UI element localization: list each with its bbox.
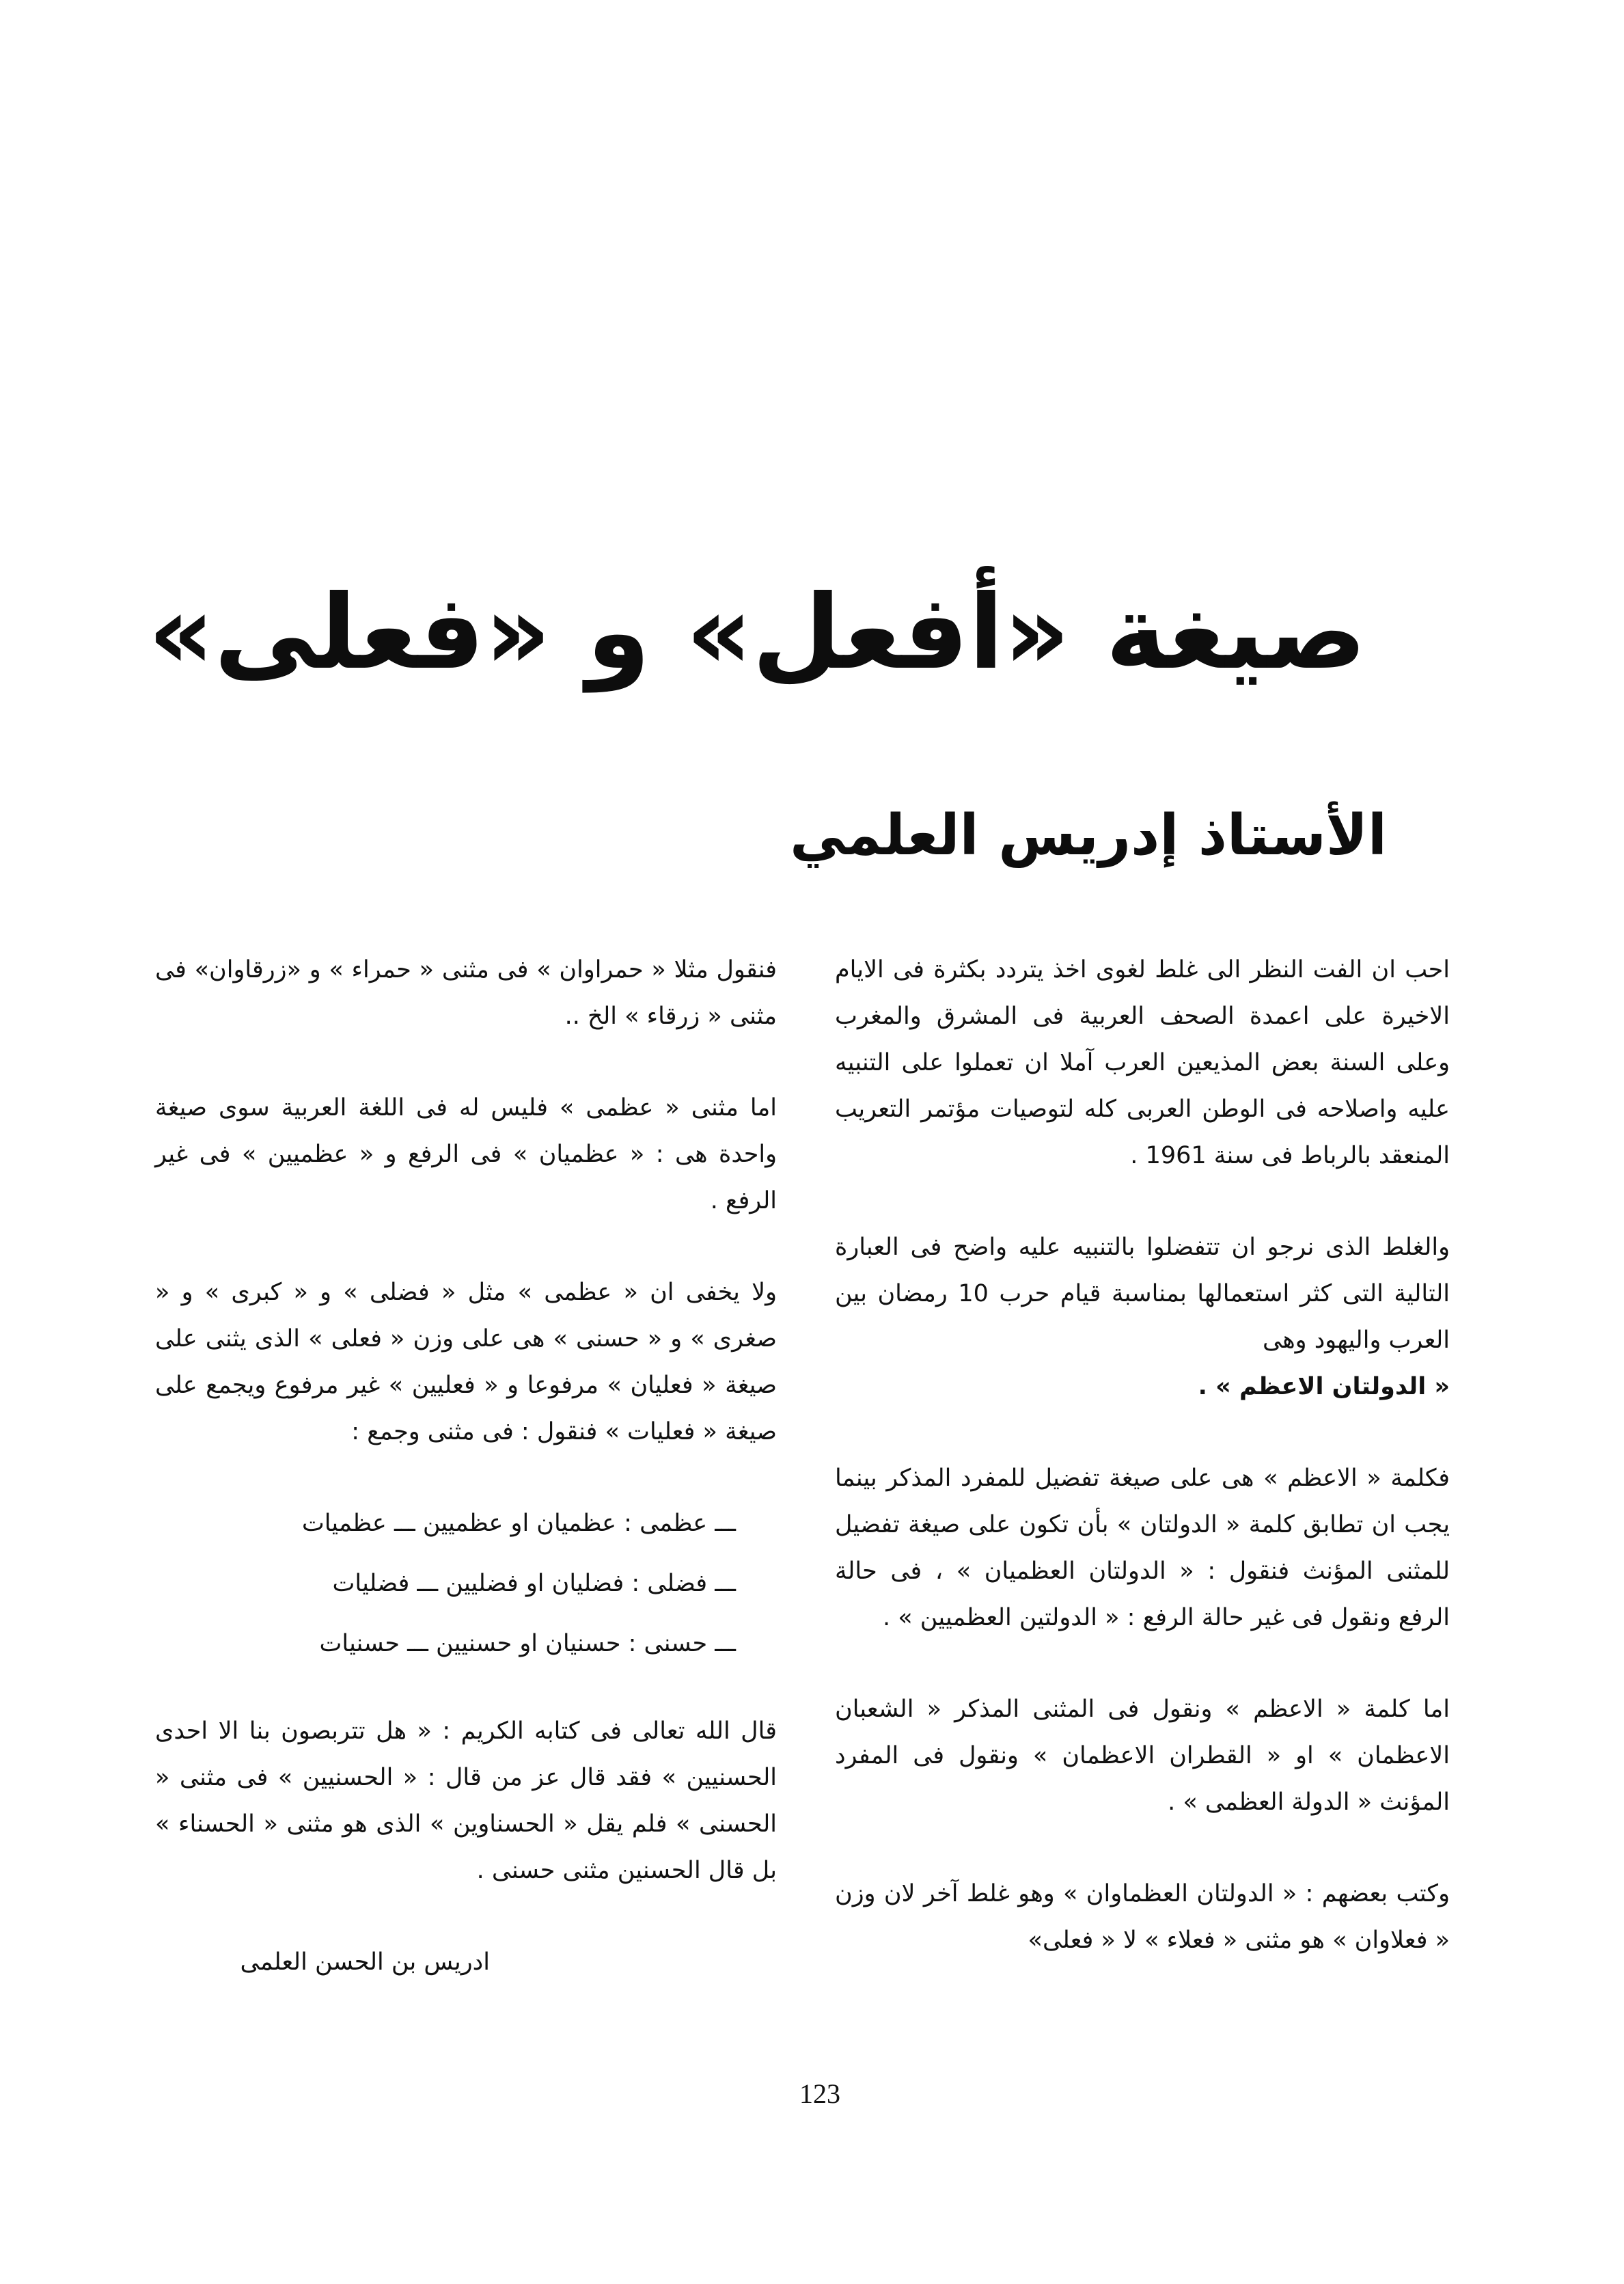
article-title: صيغة «أفعل» و «فعلى» — [148, 573, 1366, 692]
list-item: ـــ فضلى : فضليان او فضليين ـــ فضليات — [332, 1570, 736, 1597]
right-text-column — [835, 947, 1450, 2009]
paragraph: اما مثنى « عظمى » فليس له فى اللغة العربية سوى صيغة واحدة هى : « عظميان » فى الرفع و « عظميين » فى غير الرفع . — [155, 1094, 777, 1214]
paragraph-text: والغلط الذى نرجو ان تتفضلوا بالتنبيه عليه واضح فى العبارة التالية التى كثر استعمالها بمناسبة قيام حرب 10 رمضان بين العرب واليهود وهى — [835, 1234, 1450, 1354]
declension-list — [155, 1500, 777, 1667]
list-item: ـــ حسنى : حسنيان او حسنيين ـــ حسنيات — [319, 1630, 736, 1657]
paragraph: اما كلمة « الاعظم » ونقول فى المثنى المذكر « الشعبان الاعظمان » او « القطران الاعظمان » ونقول فى المفرد المؤنث « الدولة العظمى » . — [835, 1696, 1450, 1816]
paragraph: ولا يخفى ان « عظمى » مثل « فضلى » و « كبرى » و « صغرى » و « حسنى » هى على وزن « فعلى » الذى يثنى على صيغة « فعليان » مرفوعا و « فعليين » غير مرفوع ويجمع على صيغة « فعليات » فنقول : فى مثنى وجمع : — [155, 1279, 777, 1445]
highlighted-phrase: « الدولتان الاعظم » . — [1198, 1373, 1450, 1400]
list-item: ـــ عظمى : عظميان او عظميين ـــ عظميات — [301, 1510, 736, 1537]
paragraph: فنقول مثلا « حمراوان » فى مثنى « حمراء » و «زرقاوان» فى مثنى « زرقاء » الخ .. — [155, 956, 777, 1030]
page-number: 123 — [799, 2078, 840, 2109]
paragraph — [835, 1224, 1450, 1410]
paragraph: احب ان الفت النظر الى غلط لغوى اخذ يتردد بكثرة فى الايام الاخيرة على اعمدة الصحف العربية فى المشرق والمغرب وعلى السنة بعض المذيعين العرب آملا ان تعملوا على التنبيه عليه واصلاحه فى الوطن العربى كله لتوصيات مؤتمر التعريب المنعقد بالرباط فى سنة 1961 . — [835, 956, 1450, 1169]
article-author: الأستاذ إدريس العلمي — [790, 803, 1387, 868]
paragraph: قال الله تعالى فى كتابه الكريم : « هل تتربصون بنا الا احدى الحسنيين » فقد قال عز من قال : « الحسنيين » فى مثنى « الحسنى » فلم يقل « الحسناوين » الذى هو مثنى « الحسناء » بل قال الحسنين مثنى حسنى . — [155, 1717, 777, 1884]
paragraph: وكتب بعضهم : « الدولتان العظماوان » وهو غلط آخر لان وزن « فعلاوان » هو مثنى « فعلاء » لا « فعلى» — [835, 1880, 1450, 1954]
paragraph: فكلمة « الاعظم » هى على صيغة تفضيل للمفرد المذكر بينما يجب ان تطابق كلمة « الدولتان » بأن تكون على صيغة تفضيل للمثنى المؤنث فنقول : « الدولتان العظميان » ، فى حالة الرفع ونقول فى غير حالة الرفع : « الدولتين العظميين » . — [835, 1465, 1450, 1631]
left-text-column — [155, 947, 777, 1985]
signature: ادريس بن الحسن العلمى — [240, 1948, 490, 1976]
